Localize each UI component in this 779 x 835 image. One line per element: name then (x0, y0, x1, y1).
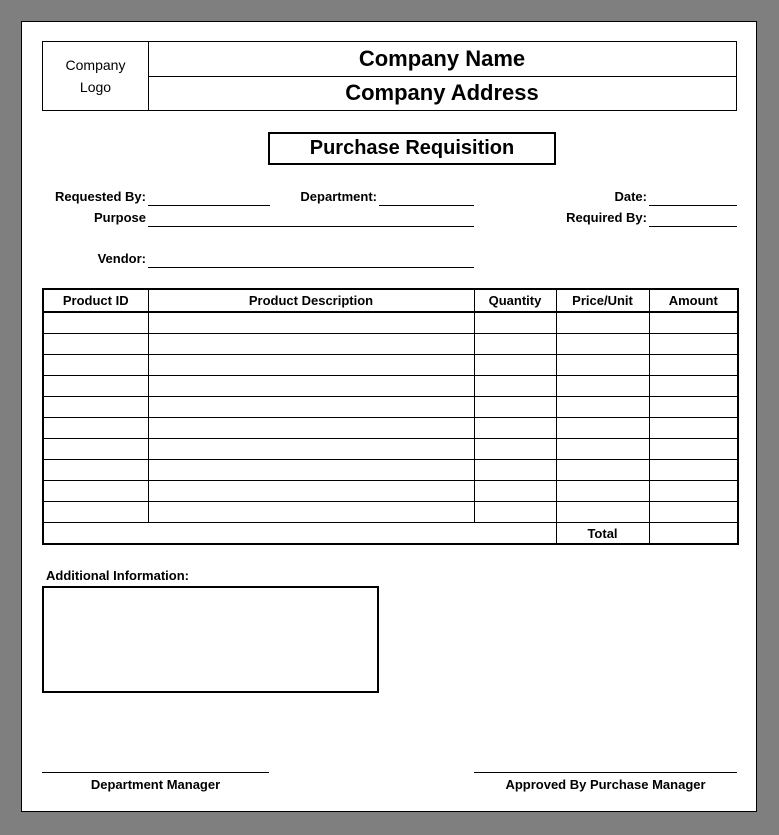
requested-by-field[interactable] (148, 205, 270, 206)
cell-amount[interactable] (649, 418, 738, 439)
total-label: Total (556, 523, 649, 545)
cell-product-id[interactable] (43, 397, 148, 418)
cell-price-unit[interactable] (556, 397, 649, 418)
cell-amount[interactable] (649, 334, 738, 355)
col-product-id: Product ID (43, 289, 148, 312)
cell-product-description[interactable] (148, 439, 474, 460)
table-header-row (43, 289, 738, 312)
cell-price-unit[interactable] (556, 312, 649, 334)
department-label: Department: (300, 189, 377, 204)
cell-amount[interactable] (649, 439, 738, 460)
cell-amount[interactable] (649, 460, 738, 481)
table-row (43, 502, 738, 523)
cell-price-unit[interactable] (556, 376, 649, 397)
date-label: Date: (614, 189, 647, 204)
cell-product-description[interactable] (148, 312, 474, 334)
cell-amount[interactable] (649, 312, 738, 334)
cell-price-unit[interactable] (556, 481, 649, 502)
company-address[interactable]: Company Address (345, 80, 539, 105)
additional-info-label: Additional Information: (46, 568, 189, 583)
table-row (43, 418, 738, 439)
cell-amount[interactable] (649, 397, 738, 418)
vendor-field[interactable] (148, 267, 474, 268)
cell-price-unit[interactable] (556, 439, 649, 460)
cell-product-id[interactable] (43, 502, 148, 523)
items-table (42, 288, 739, 545)
cell-quantity[interactable] (474, 334, 556, 355)
cell-product-id[interactable] (43, 460, 148, 481)
table-row (43, 376, 738, 397)
company-name[interactable]: Company Name (148, 42, 736, 77)
form-sheet (21, 21, 757, 812)
table-row (43, 481, 738, 502)
cell-quantity[interactable] (474, 355, 556, 376)
cell-product-description[interactable] (148, 481, 474, 502)
department-field[interactable] (379, 205, 474, 206)
table-row (43, 334, 738, 355)
cell-quantity[interactable] (474, 460, 556, 481)
cell-product-description[interactable] (148, 460, 474, 481)
cell-amount[interactable] (649, 355, 738, 376)
cell-price-unit[interactable] (556, 460, 649, 481)
col-price-unit: Price/Unit (556, 289, 649, 312)
cell-product-id[interactable] (43, 376, 148, 397)
cell-quantity[interactable] (474, 397, 556, 418)
cell-price-unit[interactable] (556, 502, 649, 523)
table-row (43, 439, 738, 460)
date-field[interactable] (649, 205, 737, 206)
cell-product-id[interactable] (43, 481, 148, 502)
cell-amount[interactable] (649, 376, 738, 397)
requested-by-label: Requested By: (54, 189, 146, 204)
logo-text: Company Logo (65, 57, 126, 95)
cell-product-id[interactable] (43, 355, 148, 376)
cell-amount[interactable] (649, 481, 738, 502)
required-by-label: Required By: (566, 210, 647, 225)
table-row (43, 397, 738, 418)
table-row (43, 355, 738, 376)
total-row (43, 523, 738, 545)
cell-product-id[interactable] (43, 439, 148, 460)
cell-product-description[interactable] (148, 334, 474, 355)
cell-product-id[interactable] (43, 312, 148, 334)
table-row (43, 460, 738, 481)
header-block (42, 41, 737, 111)
col-quantity: Quantity (474, 289, 556, 312)
total-spacer (43, 523, 556, 545)
cell-quantity[interactable] (474, 481, 556, 502)
cell-quantity[interactable] (474, 376, 556, 397)
purpose-field[interactable] (148, 226, 474, 227)
cell-price-unit[interactable] (556, 418, 649, 439)
purpose-label: Purpose (93, 210, 146, 225)
cell-quantity[interactable] (474, 312, 556, 334)
cell-product-description[interactable] (148, 418, 474, 439)
required-by-field[interactable] (649, 226, 737, 227)
cell-price-unit[interactable] (556, 355, 649, 376)
cell-product-id[interactable] (43, 418, 148, 439)
col-amount: Amount (649, 289, 738, 312)
cell-quantity[interactable] (474, 439, 556, 460)
cell-product-description[interactable] (148, 502, 474, 523)
company-logo (43, 42, 149, 110)
cell-price-unit[interactable] (556, 334, 649, 355)
purchase-manager-label: Approved By Purchase Manager (505, 777, 706, 792)
additional-info-box[interactable] (42, 586, 379, 693)
cell-product-description[interactable] (148, 397, 474, 418)
cell-quantity[interactable] (474, 418, 556, 439)
total-value[interactable] (649, 523, 738, 545)
cell-product-id[interactable] (43, 334, 148, 355)
table-row (43, 312, 738, 334)
cell-product-description[interactable] (148, 355, 474, 376)
cell-amount[interactable] (649, 502, 738, 523)
purchase-manager-signature-line[interactable] (474, 772, 737, 773)
form-title: Purchase Requisition (268, 132, 556, 165)
dept-manager-label: Department Manager (90, 777, 221, 792)
vendor-label: Vendor: (97, 251, 146, 266)
dept-manager-signature-line[interactable] (42, 772, 269, 773)
col-product-description: Product Description (148, 289, 474, 312)
cell-quantity[interactable] (474, 502, 556, 523)
cell-product-description[interactable] (148, 376, 474, 397)
